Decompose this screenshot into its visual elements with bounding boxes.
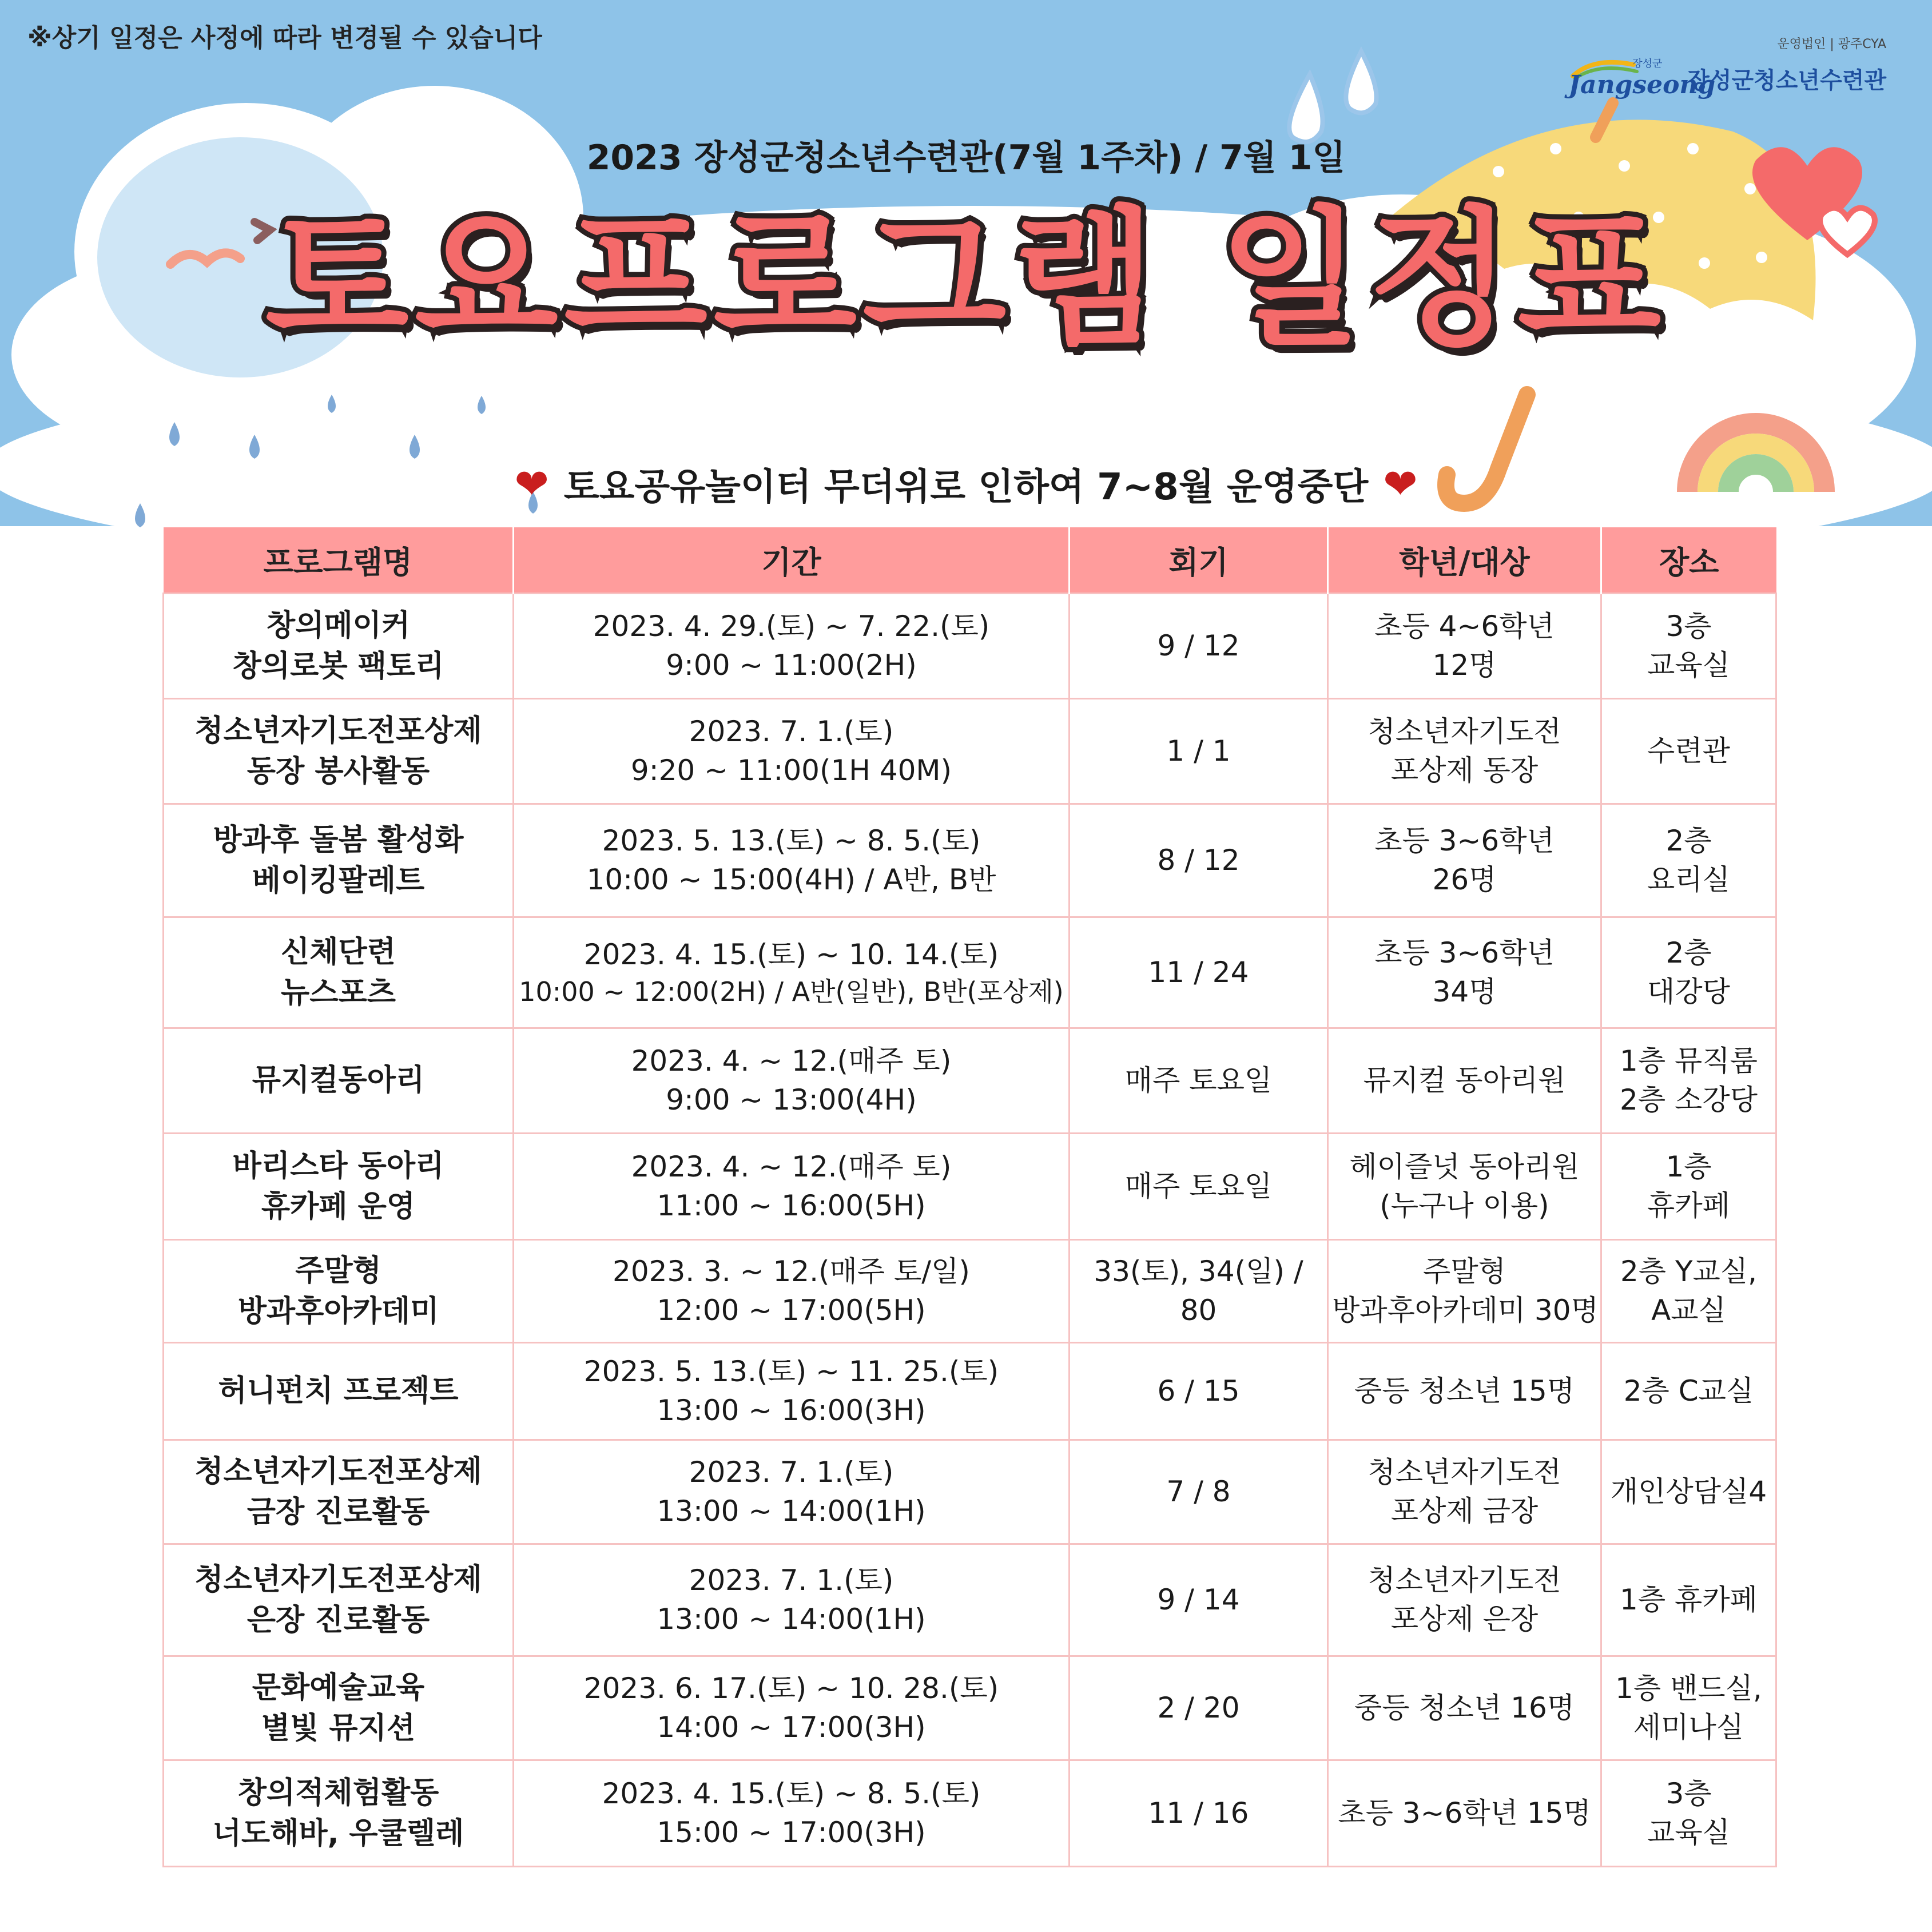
place-cell-line: 요리실 <box>1647 862 1730 896</box>
program-name-cell <box>164 917 514 1028</box>
session-cell <box>1070 1240 1328 1343</box>
period-cell <box>514 804 1070 917</box>
program-name-cell-line: 뉴스포츠 <box>281 975 396 1010</box>
organization-name: 장성군청소년수련관 <box>1687 67 1886 94</box>
place-cell-line: 세미나실 <box>1633 1710 1744 1744</box>
period-cell-line: 11:00 ~ 16:00(5H) <box>657 1188 926 1222</box>
period-cell-line: 2023. 7. 1.(토) <box>689 1456 894 1489</box>
target-cell-line: 26명 <box>1432 862 1497 896</box>
place-cell-line: 1층 휴카페 <box>1620 1583 1758 1616</box>
program-name-cell <box>164 1544 514 1656</box>
place-cell <box>1601 1028 1776 1134</box>
table-row <box>164 917 1776 1028</box>
table-row <box>164 804 1776 917</box>
period-cell-line: 2023. 6. 17.(토) ~ 10. 28.(토) <box>583 1672 999 1705</box>
place-cell-line: 교육실 <box>1647 1815 1730 1849</box>
table-row <box>164 1760 1776 1867</box>
period-cell-line: 2023. 3. ~ 12.(매주 토/일) <box>613 1255 970 1288</box>
session-cell <box>1070 917 1328 1028</box>
session-cell-line: 9 / 14 <box>1157 1583 1240 1616</box>
schedule-table <box>162 527 1777 1867</box>
period-cell-line: 13:00 ~ 14:00(1H) <box>657 1494 926 1528</box>
session-cell <box>1070 1134 1328 1240</box>
program-name-cell-line: 창의메이커 <box>266 609 411 643</box>
period-cell-line: 2023. 4. 15.(토) ~ 10. 14.(토) <box>583 937 999 971</box>
session-cell-line: 9 / 12 <box>1157 629 1240 662</box>
title-wrapper <box>0 194 1932 365</box>
session-cell-line: 2 / 20 <box>1157 1691 1240 1724</box>
closure-banner-text: 토요공유놀이터 무더위로 인하여 7~8월 운영중단 <box>563 466 1369 508</box>
place-cell-line: 개인상담실4 <box>1610 1474 1767 1508</box>
logo-small-text: 장성군 <box>1632 58 1663 70</box>
period-cell-line: 2023. 4. 15.(토) ~ 8. 5.(토) <box>602 1777 981 1810</box>
page-subtitle: 2023 장성군청소년수련관(7월 1주차) / 7월 1일 <box>586 138 1346 178</box>
period-cell-line: 13:00 ~ 14:00(1H) <box>657 1602 926 1636</box>
period-cell <box>514 1028 1070 1134</box>
period-cell <box>514 1343 1070 1440</box>
session-cell-line: 8 / 12 <box>1157 843 1240 877</box>
place-cell-line: 2층 <box>1665 936 1712 969</box>
program-name-cell-line: 주말형 <box>295 1254 381 1289</box>
period-cell <box>514 1760 1070 1867</box>
period-cell <box>514 699 1070 804</box>
target-cell-line: 초등 3~6학년 <box>1374 936 1555 969</box>
logo-script-text: Jangseong <box>1568 70 1716 100</box>
place-cell-line: 1층 뮤직룸 <box>1620 1044 1758 1078</box>
session-cell <box>1070 699 1328 804</box>
program-name-cell-line: 은장 진로활동 <box>247 1603 430 1637</box>
period-cell-line: 2023. 5. 13.(토) ~ 11. 25.(토) <box>583 1355 999 1388</box>
program-name-cell-line: 동장 봉사활동 <box>247 754 430 789</box>
notice-text: ※상기 일정은 사정에 따라 변경될 수 있습니다 <box>27 23 542 53</box>
target-cell-line: 헤이즐넛 동아리원 <box>1349 1150 1580 1183</box>
session-cell <box>1070 594 1328 699</box>
period-cell <box>514 917 1070 1028</box>
target-cell-line: 초등 3~6학년 15명 <box>1338 1796 1591 1830</box>
period-cell-line: 2023. 4. 29.(토) ~ 7. 22.(토) <box>593 610 990 643</box>
program-name-cell <box>164 1656 514 1760</box>
place-cell-line: 1층 밴드실, <box>1615 1672 1762 1705</box>
session-cell-line: 80 <box>1180 1293 1217 1327</box>
jangseong-logo <box>1568 55 1716 101</box>
table-row <box>164 594 1776 699</box>
place-cell <box>1601 804 1776 917</box>
program-name-cell-line: 청소년자기도전포상제 <box>194 714 482 749</box>
table-row <box>164 1240 1776 1343</box>
session-cell <box>1070 1440 1328 1544</box>
target-cell <box>1328 594 1601 699</box>
target-cell <box>1328 804 1601 917</box>
column-header-program: 프로그램명 <box>164 527 514 594</box>
target-cell-line: 방과후아카데미 30명 <box>1332 1293 1599 1327</box>
target-cell <box>1328 1134 1601 1240</box>
session-cell <box>1070 1544 1328 1656</box>
column-header-target: 학년/대상 <box>1328 527 1601 594</box>
place-cell-line: 수련관 <box>1647 734 1730 768</box>
place-cell <box>1601 1343 1776 1440</box>
place-cell-line: 3층 <box>1665 1777 1712 1810</box>
session-cell-line: 매주 토요일 <box>1124 1169 1273 1203</box>
table-row <box>164 1544 1776 1656</box>
table-row <box>164 1343 1776 1440</box>
session-cell-line: 33(토), 34(일) / <box>1094 1255 1303 1288</box>
target-cell-line: 포상제 은장 <box>1390 1602 1539 1636</box>
table-body <box>164 594 1776 1867</box>
program-name-cell-line: 신체단련 <box>281 935 396 970</box>
place-cell <box>1601 1760 1776 1867</box>
program-name-cell <box>164 1134 514 1240</box>
place-cell <box>1601 1134 1776 1240</box>
target-cell <box>1328 1240 1601 1343</box>
period-cell <box>514 1656 1070 1760</box>
period-cell-line: 2023. 7. 1.(토) <box>689 715 894 748</box>
program-name-cell-line: 베이킹팔레트 <box>252 863 425 898</box>
place-cell <box>1601 594 1776 699</box>
period-cell-line: 15:00 ~ 17:00(3H) <box>657 1815 926 1849</box>
period-cell-line: 9:20 ~ 11:00(1H 40M) <box>630 753 952 787</box>
period-cell-line: 12:00 ~ 17:00(5H) <box>657 1293 926 1327</box>
closure-banner <box>0 458 1932 510</box>
session-cell <box>1070 1343 1328 1440</box>
organization-logo-block <box>1568 34 1886 101</box>
target-cell-line: 초등 4~6학년 <box>1374 610 1555 643</box>
program-name-cell-line: 금장 진로활동 <box>247 1494 430 1529</box>
place-cell-line: 3층 <box>1665 610 1712 643</box>
table-row <box>164 699 1776 804</box>
column-header-period: 기간 <box>514 527 1070 594</box>
table-row <box>164 1028 1776 1134</box>
program-name-cell-line: 방과후아카데미 <box>237 1294 439 1329</box>
heart-icon: ❤ <box>514 460 549 508</box>
page-title: 토요프로그램 일정표 <box>265 193 1667 366</box>
period-cell-line: 10:00 ~ 12:00(2H) / A반(일반), B반(포상제) <box>519 976 1064 1008</box>
target-cell-line: 중등 청소년 16명 <box>1354 1691 1575 1724</box>
period-cell <box>514 1440 1070 1544</box>
target-cell-line: 초등 3~6학년 <box>1374 824 1555 857</box>
heart-icon: ❤ <box>1383 460 1418 508</box>
program-name-cell-line: 바리스타 동아리 <box>232 1149 444 1184</box>
target-cell-line: 뮤지컬 동아리원 <box>1363 1063 1566 1097</box>
period-cell <box>514 1544 1070 1656</box>
place-cell-line: 2층 Y교실, <box>1620 1255 1758 1288</box>
session-cell-line: 1 / 1 <box>1166 734 1231 768</box>
session-cell-line: 11 / 16 <box>1148 1796 1249 1830</box>
place-cell-line: 교육실 <box>1647 648 1730 682</box>
period-cell <box>514 1134 1070 1240</box>
target-cell <box>1328 917 1601 1028</box>
place-cell <box>1601 1544 1776 1656</box>
place-cell-line: 대강당 <box>1647 975 1730 1008</box>
place-cell <box>1601 1656 1776 1760</box>
target-cell-line: 중등 청소년 15명 <box>1354 1374 1575 1408</box>
target-cell <box>1328 1028 1601 1134</box>
logo-row <box>1568 55 1886 101</box>
session-cell <box>1070 1028 1328 1134</box>
place-cell <box>1601 1440 1776 1544</box>
period-cell-line: 10:00 ~ 15:00(4H) / A반, B반 <box>586 862 996 896</box>
place-cell-line: 2층 C교실 <box>1623 1374 1754 1408</box>
program-name-cell <box>164 1028 514 1134</box>
period-cell-line: 14:00 ~ 17:00(3H) <box>657 1710 926 1744</box>
program-name-cell-line: 별빛 뮤지션 <box>261 1711 416 1746</box>
program-name-cell-line: 뮤지컬동아리 <box>252 1063 425 1098</box>
target-cell-line: 청소년자기도전 <box>1367 715 1561 748</box>
table-row <box>164 1440 1776 1544</box>
place-cell-line: 2층 <box>1665 824 1712 857</box>
place-cell-line: 휴카페 <box>1647 1188 1730 1222</box>
column-header-place: 장소 <box>1601 527 1776 594</box>
program-name-cell <box>164 699 514 804</box>
period-cell <box>514 1240 1070 1343</box>
session-cell <box>1070 804 1328 917</box>
table-row <box>164 1656 1776 1760</box>
target-cell-line: 청소년자기도전 <box>1367 1456 1561 1489</box>
program-name-cell-line: 청소년자기도전포상제 <box>194 1563 482 1597</box>
program-name-cell <box>164 594 514 699</box>
period-cell <box>514 594 1070 699</box>
target-cell-line: 청소년자기도전 <box>1367 1564 1561 1597</box>
table-header-row <box>164 527 1776 594</box>
period-cell-line: 2023. 4. ~ 12.(매주 토) <box>631 1150 952 1183</box>
program-name-cell-line: 청소년자기도전포상제 <box>194 1454 482 1489</box>
target-cell <box>1328 699 1601 804</box>
program-name-cell <box>164 1240 514 1343</box>
target-cell-line: 주말형 <box>1423 1255 1506 1288</box>
program-name-cell <box>164 804 514 917</box>
place-cell <box>1601 1240 1776 1343</box>
session-cell-line: 11 / 24 <box>1148 955 1249 989</box>
period-cell-line: 2023. 5. 13.(토) ~ 8. 5.(토) <box>602 824 981 857</box>
target-cell <box>1328 1440 1601 1544</box>
program-name-cell <box>164 1440 514 1544</box>
target-cell <box>1328 1760 1601 1867</box>
session-cell-line: 7 / 8 <box>1166 1474 1231 1508</box>
program-name-cell-line: 방과후 돌봄 활성화 <box>213 823 464 858</box>
program-name-cell-line: 휴카페 운영 <box>261 1189 416 1224</box>
period-cell-line: 2023. 7. 1.(토) <box>689 1564 894 1597</box>
period-cell-line: 9:00 ~ 13:00(4H) <box>666 1083 917 1116</box>
program-name-cell-line: 창의로봇 팩토리 <box>232 649 444 683</box>
program-name-cell-line: 문화예술교육 <box>252 1671 425 1706</box>
program-name-cell-line: 허니펀치 프로젝트 <box>218 1374 459 1409</box>
program-name-cell <box>164 1343 514 1440</box>
place-cell <box>1601 699 1776 804</box>
place-cell <box>1601 917 1776 1028</box>
session-cell-line: 6 / 15 <box>1157 1374 1240 1408</box>
target-cell <box>1328 1656 1601 1760</box>
target-cell <box>1328 1343 1601 1440</box>
place-cell-line: 2층 소강당 <box>1620 1083 1758 1116</box>
table-row <box>164 1134 1776 1240</box>
target-cell <box>1328 1544 1601 1656</box>
session-cell <box>1070 1760 1328 1867</box>
column-header-session: 회기 <box>1070 527 1328 594</box>
period-cell-line: 13:00 ~ 16:00(3H) <box>657 1393 926 1427</box>
session-cell <box>1070 1656 1328 1760</box>
period-cell-line: 9:00 ~ 11:00(2H) <box>666 648 917 682</box>
period-cell-line: 2023. 4. ~ 12.(매주 토) <box>631 1044 952 1078</box>
target-cell-line: 34명 <box>1432 975 1497 1008</box>
target-cell-line: (누구나 이용) <box>1380 1188 1549 1222</box>
place-cell-line: A교실 <box>1651 1293 1726 1327</box>
session-cell-line: 매주 토요일 <box>1124 1063 1273 1097</box>
target-cell-line: 12명 <box>1432 648 1497 682</box>
program-name-cell-line: 너도해바, 우쿨렐레 <box>212 1816 464 1851</box>
target-cell-line: 포상제 동장 <box>1390 753 1539 787</box>
target-cell-line: 포상제 금장 <box>1390 1494 1539 1528</box>
operator-label: 운영법인 | 광주CYA <box>1777 37 1886 51</box>
program-name-cell-line: 창의적체험활동 <box>237 1776 439 1811</box>
program-name-cell <box>164 1760 514 1867</box>
place-cell-line: 1층 <box>1665 1150 1712 1183</box>
